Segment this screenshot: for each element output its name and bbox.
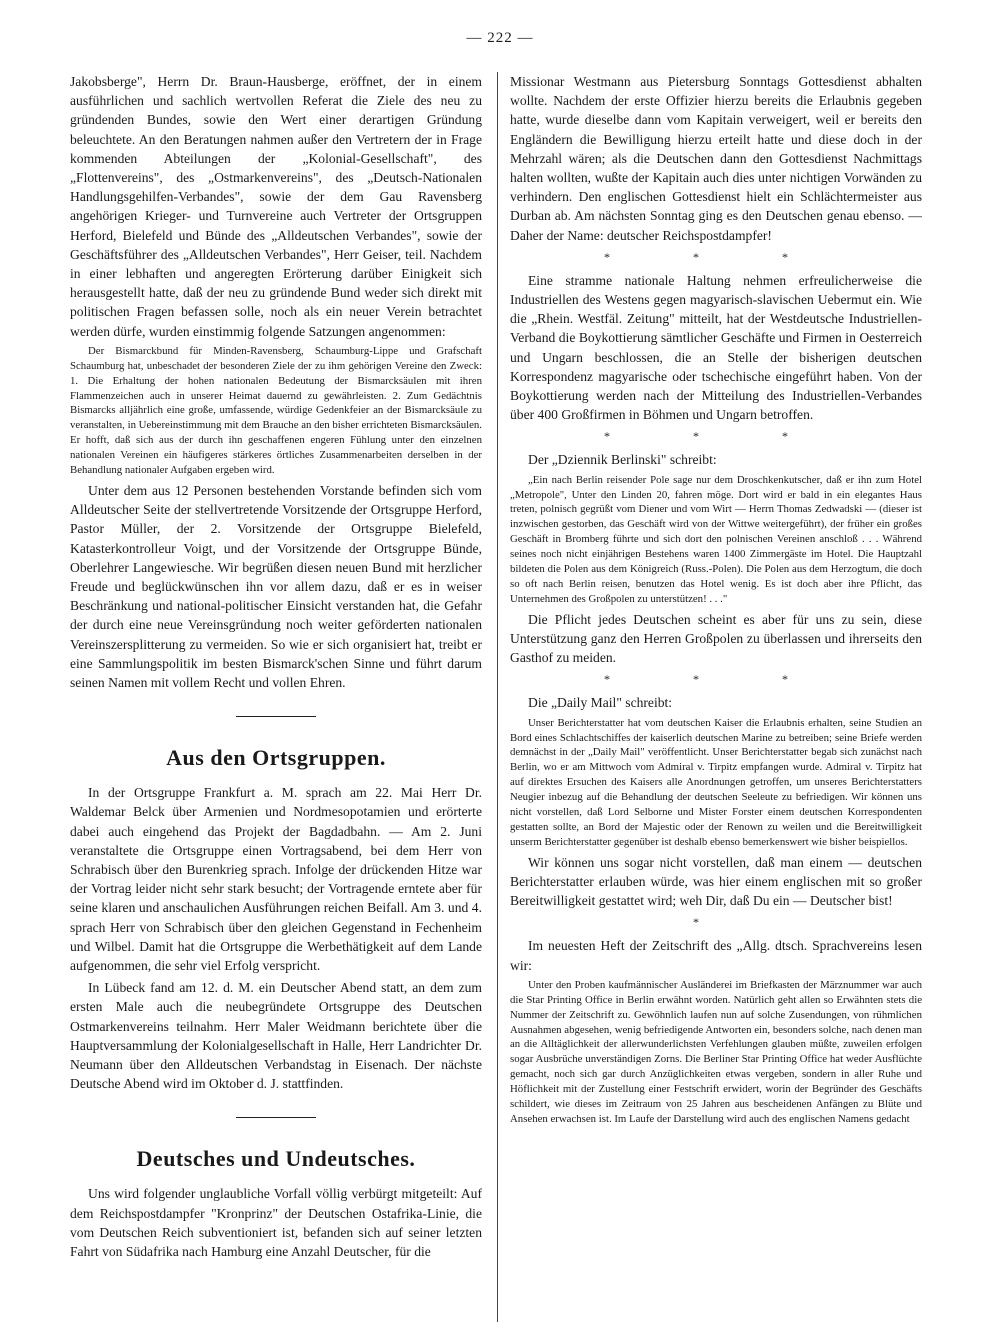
paragraph: Missionar Westmann aus Pietersburg Sonntags Gottesdienst abhalten wollte. Nachdem der erste Offizier hierzu bereits die Erlaubnis gegeben hatte, wurde dieselbe dann vom Kapitain verweigert, weil er bereits den Engländern die Bewilligung hierzu erteilt hatte und diese doch in der Mehrzahl wären; als die Deutschen dann den Gottesdienst Nachmittags halten wollten, wußte der Kapitain auch dies unter nichtigen Vorwänden zu verhindern. Den englischen Gottesdienst hielt ein Schlächtermeister aus Durban ab. Am nächsten Sonntag ging es den Deutschen genau ebenso. — Daher der Name: deutscher Reichspostdampfer!: [510, 74, 922, 243]
paragraph: Im neuesten Heft der Zeitschrift des „Allg. dtsch. Sprachvereins lesen wir:: [510, 938, 922, 973]
separator-stars: * * *: [604, 429, 828, 444]
section-divider: [236, 716, 316, 717]
paragraph: Uns wird folgender unglaubliche Vorfall völlig verbürgt mitgeteilt: Auf dem Reichspostdampfer "Kronprinz" der Deutschen Ostafrika-Linie, die vom Deutschen Reich subventioniert ist, befanden sich auf seiner letzten Fahrt von Südafrika nach Hamburg eine Anzahl Deutscher, für die: [70, 1186, 482, 1260]
paragraph: Unter dem aus 12 Personen bestehenden Vorstande befinden sich vom Alldeutscher Seite der stellvertretende Vorsitzende der Ortsgruppe Herford, Pastor Müller, der 2. Vorsitzende der Ortsgruppe Bielefeld, Katasterkontrolleur Voigt, und der Vorsitzende der Ortsgruppe Bünde, Oberlehrer Langewiesche. Wir begrüßen diesen neuen Bund mit herzlicher Freude und beglückwünschen ihn vor allem dazu, daß er es in weiser Beschränkung und national-politischer Einsicht verstanden hat, die Gefahr der durch eine neue Vereinsgründung noch weiter geförderten nationalen Vereinszersplitterung zu vermeiden. So wie er sich organisiert hat, treibt er eine Sammlungspolitik im besten Bismarck'schen Sinne und führt darum seinen Namen mit vollem Recht und vollen Ehren.: [70, 483, 482, 691]
quotation-text: „Ein nach Berlin reisender Pole sage nur dem Droschkenkutscher, daß er ihn zum Hotel „Metropole", Unter den Linden 20, fahren möge. Dort wird er bald in ein elegantes Haus treten, polnisch gegrüßt vom Diener und vom Wirt — Herrn Thomas Zedwadski — (dieser ist inzwischen gestorben, das Geschäft wird von der Wittwe weitergeführt), der früher ein großes Geschäft in Bromberg führte und sich dort den polnischen Vereinen anschloß . . . Während seines noch nicht einjährigen Bestehens waren 1400 Zimmergäste im Hotel. Die Hauptzahl bildeten die Polen aus dem Königreich (Russ.-Polen). Die Polen aus dem Herzogtum, die doch so oft nach Berlin reisen, benutzen das Hotel wenig. Es ist doch aber ihre Pflicht, das Unternehmen des Großpolen zu unterstützen! . . .": [510, 473, 922, 605]
separator-stars: * * *: [604, 672, 828, 687]
paragraph: Jakobsberge", Herrn Dr. Braun-Hausberge, eröffnet, der in einem ausführlichen und sachlich wertvollen Referat die Ziele des neu zu gründenden Bundes, sowie den Wert einer derartigen Gründung beleuchtete. An den Beratungen nahmen außer den Vertretern der in Frage kommenden Abteilungen der „Kolonial-Gesellschaft", des „Flottenvereins", des „Ostmarkenvereins", des „Deutsch-Nationalen Handlungsgehilfen-Verbandes", sowie der dem Gau Ravensberg angehörigen Krieger- und Turnvereine auch Vertreter der Ortsgruppen Herford, Bielefeld und Bünde des „Alldeutschen Verbandes", sowie der Geschäftsführer des „Alldeutschen Verbandes", Herr Geiser, teil. Nachdem in einer lebhaften und angeregten Erörterung darüber Einigkeit sich herausgestellt hatte, daß der neu zu gründende Bund weder sich direkt mit politischen Fragen befassen solle, noch als ein neuer Verein betrachtet werden dürfe, wurden einstimmig folgende Satzungen angenommen:: [70, 74, 482, 339]
paragraph: In Lübeck fand am 12. d. M. ein Deutscher Abend statt, an dem zum ersten Male auch die neubegründete Ortsgruppe des Deutschen Ostmarkenvereins teilnahm. Herr Maler Weidmann berichtete über die Hauptversammlung der Kolonialgesellschaft in Halle, Herr Landrichter Dr. Neumann über den Alldeutschen Verbandstag in Eisenach. Der nächste Deutsche Abend wird im Oktober d. J. stattfinden.: [70, 980, 482, 1092]
paragraph: Der „Dziennik Berlinski" schreibt:: [528, 452, 717, 468]
section-heading: Aus den Ortsgruppen.: [166, 745, 386, 771]
statutes-text: Der Bismarckbund für Minden-Ravensberg, Schaumburg-Lippe und Grafschaft Schaumburg hat, unbeschadet der besonderen Ziele der zu ihm gehörigen Vereine den Zweck: 1. Die Erhaltung der hohen nationalen Bedeutung der Bismarcksäulen mit ihren Flammenzeichen auch in unserer Heimat dauernd zu gewährleisten. 2. Zum Gedächtnis Bismarcks alljährlich eine große, umfassende, würdige Gedenkfeier an der Bismarcksäule zu veranstalten, in Uebereinstimmung mit dem Brauche an den bisher errichteten Bismarcksäulen. Er hofft, daß sich aus der durch ihn geschaffenen engeren Fühlung unter den einzelnen nationalen Vereinen ein häufigeres stärkeres örtliches Zusammenarbeiten derselben in der Behandlung nationaler Aufgaben ergeben wird.: [70, 344, 482, 477]
separator-stars: * * *: [604, 249, 828, 264]
page-number: — 222 —: [466, 30, 534, 46]
column-divider: [497, 72, 498, 1322]
paragraph: Eine stramme nationale Haltung nehmen erfreulicherweise die Industriellen des Westens gegen magyarisch-slavischen Uebermut ein. Wie die „Rhein. Westfäl. Zeitung" mitteilt, hat der Westdeutsche Industriellen-Verband die Boykottierung sämtlicher Geschäfte und Firmen in Oesterreich und Ungarn beschlossen, die an Stelle der bisherigen deutschen Korrespondenz magyarische oder tschechische eingeführt haben. Von der Boykottierung werden nach der Mitteilung des Industriellen-Verbandes über 400 Großfirmen in Böhmen und Ungarn betroffen.: [510, 272, 922, 423]
paragraph: Die „Daily Mail" schreibt:: [528, 695, 673, 711]
right-column: [510, 72, 922, 1322]
paragraph: In der Ortsgruppe Frankfurt a. M. sprach am 22. Mai Herr Dr. Waldemar Belck über Armenien und Nordmesopotamien und erörterte dabei auch eingehend das Projekt der Bagdadbahn. — Am 2. Juni veranstaltete die Ortsgruppe einen Vortragsabend, bei dem Herr von Schrabisch über den Burenkrieg sprach. Infolge der drückenden Hitze war der Vortrag leider nicht sehr stark besucht; der Vortragende erntete aber für seine klaren und anschaulichen Ausführungen reichen Beifall. Am 3. und 4. sprach Herr von Schrabisch über den gleichen Gegenstand in Fechenheim und Wilbel. Damit hat die Ortsgruppe die Werbethätigkeit auf dem Lande aufgenommen, die sehr viel Erfolg verspricht.: [70, 785, 482, 974]
paragraph: Wir können uns sogar nicht vorstellen, daß man einem — deutschen Berichterstatter erlauben würde, was hier einem englischen mit so großer Bereitwilligkeit gestattet wird; weh Dir, daß Du ein — Deutscher bist!: [510, 854, 922, 909]
quotation-text: Unser Berichterstatter hat vom deutschen Kaiser die Erlaubnis erhalten, seine Studien an Bord eines Schlachtschiffes der kaiserlich deutschen Marine zu betreiben; seine Briefe werden demnächst in der „Daily Mail" veröffentlicht. Unser Berichterstatter begab sich zunächst nach Berlin, wo er am Mittwoch vom Admiral v. Tirpitz empfangen wurde. Admiral v. Tirpitz hat auf direktes Ersuchen des Kaisers alle Anordnungen getroffen, um unseres Berichterstatters Neugier inbezug auf die Behandlung der deutschen Seeleute zu befriedigen. Wir können uns nicht vorstellen, daß Lord Selborne und Mister Forster einem deutschen Korrespondenten gestatten sollte, an Bord der Majestic oder der Renown zu weilen und die Bereitwilligkeit unserm Berichterstatter gegenüber ist deshalb ebenso bemerkenswert wie bisher beispiellos.: [510, 716, 922, 848]
section-heading: Deutsches und Undeutsches.: [136, 1146, 416, 1172]
left-column: [70, 72, 482, 1322]
quotation-text: Unter den Proben kaufmännischer Ausländerei im Briefkasten der Märznummer war auch die Star Printing Office in Berlin erwähnt worden. Natürlich geht allen so Erwähnten stets die Nummer der Zeitschrift zu. Gewöhnlich laufen nun auf solche Zusendungen, von rühmlichen Ausnahmen abgesehen, wenig befriedigende Antworten ein, besonders solche, nach denen man an die Alltäglichkeit der allerwunderlichsten Verfehlungen glauben müßte, zuweilen erfolgen sogar Ausbrüche unverständigen Zorns. Die Berliner Star Printing Office hat weder Ausflüchte gemacht, noch sich gar durch Anzüglichkeiten etwas vergeben, sondern in aller Ruhe und Höflichkeit mit der Zustellung einer Festschrift erwidert, worin der Begründer des Geschäfts schildert, wie dieses im Zeitraum von 25 Jahren aus bescheidenen Anfängen zu Blüte und Ansehen erwachsen ist. Im Laufe der Darstellung wird auch des englischen Namens gedacht: [510, 978, 922, 1125]
section-divider: [236, 1117, 316, 1118]
paragraph: Die Pflicht jedes Deutschen scheint es aber für uns zu sein, diese Unterstützung ganz den Herren Großpolen zu überlassen und ihrerseits den Gasthof zu meiden.: [510, 611, 922, 666]
separator-stars: *: [693, 915, 739, 930]
